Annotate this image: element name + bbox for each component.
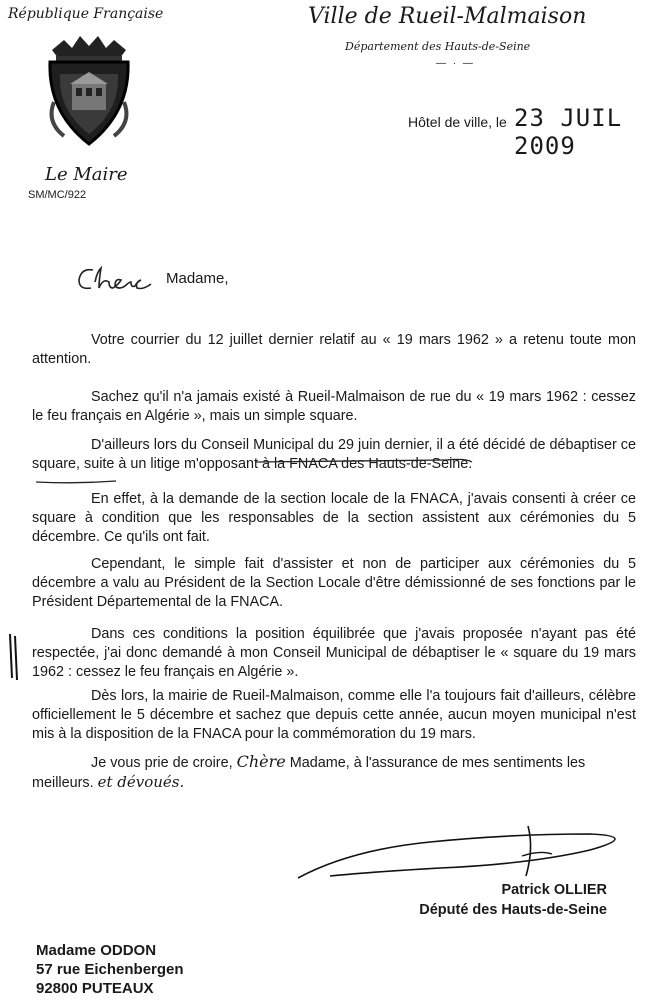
handwritten-chere xyxy=(75,260,157,296)
city-coat-of-arms-icon xyxy=(44,32,134,150)
republic-label: République Française xyxy=(8,6,164,22)
recipient-address xyxy=(36,941,184,998)
header-divider: — · — xyxy=(436,58,475,69)
reference-code: SM/MC/922 xyxy=(28,189,87,201)
salutation: Madame, xyxy=(166,270,229,287)
paragraph-2: Sachez qu'il n'a jamais existé à Rueil-Malmaison de rue du « 19 mars 1962 : cessez le feu français en Algérie », mais un simple square. xyxy=(32,389,636,424)
paragraph-5: Cependant, le simple fait d'assister et non de participer aux cérémonies du 5 décembre a valu au Président de la Section Locale d'être démissionné de ses fonctions par le Président Départemental de la FNACA. xyxy=(32,556,636,610)
city-name: Ville de Rueil-Malmaison xyxy=(308,4,587,29)
handwritten-devoues: et dévoués. xyxy=(97,773,185,791)
closing-paragraph: Je vous prie de croire, Chère Madame, à l'assurance de mes sentiments les meilleurs. et dévoués. xyxy=(32,752,586,791)
recipient-street: 57 rue Eichenbergen xyxy=(36,961,184,978)
margin-mark xyxy=(7,632,19,682)
date-stamp: 23 JUIL 2009 xyxy=(514,104,623,160)
signer-name: Patrick OLLIER xyxy=(501,882,607,898)
date-label: Hôtel de ville, le xyxy=(408,114,507,130)
recipient-name: Madame ODDON xyxy=(36,942,157,959)
department-label: Département des Hauts-de-Seine xyxy=(345,40,531,53)
signer-title: Député des Hauts-de-Seine xyxy=(419,902,607,918)
handwritten-cher: Chère xyxy=(236,752,286,771)
handwritten-underline xyxy=(36,446,476,490)
paragraph-7: Dès lors, la mairie de Rueil-Malmaison, comme elle l'a toujours fait d'ailleurs, célèbre officiellement le 5 décembre et sachez que depuis cette année, aucun moyen municipal n'est mis à la disposition de la FNACA pour la commémoration du 19 mars. xyxy=(32,688,636,742)
paragraph-4: En effet, à la demande de la section locale de la FNACA, j'avais consenti à créer ce square à condition que les responsables de la section assistent aux cérémonies du 5 décembre. Ce qu'ils ont fait. xyxy=(32,491,636,545)
paragraph-3: D'ailleurs lors du Conseil Municipal du 29 juin dernier, il a été décidé de débaptiser ce square, suite à un litige m'opposant à la FNACA des Hauts-de-Seine. xyxy=(32,437,636,472)
signer-block xyxy=(419,880,607,920)
paragraph-1: Votre courrier du 12 juillet dernier relatif au « 19 mars 1962 » a retenu toute mon attention. xyxy=(32,332,636,367)
paragraph-6: Dans ces conditions la position équilibrée que j'avais proposée n'ayant pas été respectée, j'ai donc demandé à mon Conseil Municipal de débaptiser le « square du 19 mars 1962 : cessez le feu français en Algérie ». xyxy=(32,626,636,680)
mayor-title: Le Maire xyxy=(45,164,128,185)
recipient-city: 92800 PUTEAUX xyxy=(36,980,154,997)
